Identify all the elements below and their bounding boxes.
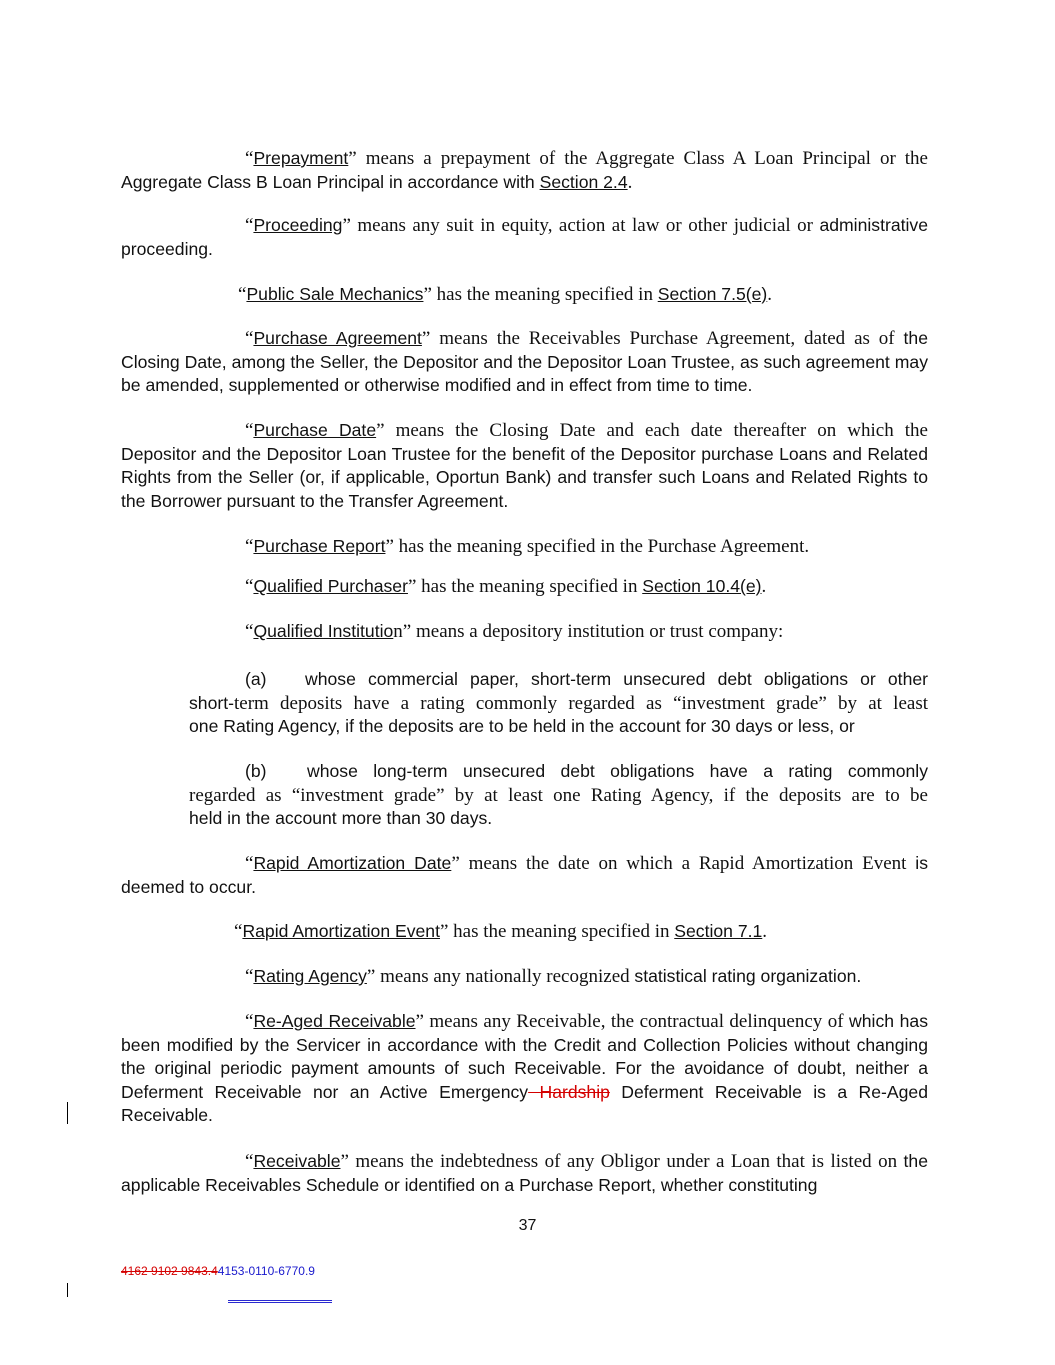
definition-text: the Closing Date, among the Seller, the Depositor and the Depositor Loan Trustee, as such agreement may be amended, supplemented or otherwise modified and in effect from time to time. xyxy=(121,328,928,395)
definition-text: ” means the Receivables Purchase Agreement, dated as of xyxy=(421,328,904,349)
subclause-text: whose commercial paper, short-term unsecured debt obligations or other xyxy=(305,669,928,689)
definition-text: ” means a prepayment of the Aggregate Class A Loan Principal or the xyxy=(348,148,928,169)
definition-text: ” means the date on which a Rapid Amortization Event xyxy=(451,853,916,874)
definition-text: is deemed to occur. xyxy=(121,853,928,897)
defined-term: Rating Agency xyxy=(253,966,367,986)
definition-text: which has been modified by the Servicer in accordance with the Credit and Collection Policies without changing the original periodic payment amounts of such Receivable. For the avoidance of doubt, neither a Deferment Receivable nor an Active Emergency xyxy=(121,1011,928,1102)
definition-qualified-institution xyxy=(245,620,783,644)
definition-text: administrative proceeding. xyxy=(121,215,928,259)
defined-term: Qualified Purchaser xyxy=(253,576,408,596)
defined-term: Purchase Report xyxy=(253,536,386,556)
subclause-text: term deposits have a rating commonly regarded as “investment grade” by at least xyxy=(233,692,928,714)
document-id-footer xyxy=(121,1264,315,1278)
definition-text: ” means the indebtedness of any Obligor under a Loan that is listed on xyxy=(340,1151,904,1172)
subclause-b xyxy=(189,760,928,831)
change-bar xyxy=(67,1283,68,1297)
subclause-text: one Rating Agency, if the deposits are to be held in the account for 30 days or less, or xyxy=(189,716,855,736)
open-quote: “ xyxy=(245,576,254,597)
open-quote: “ xyxy=(238,284,247,305)
punctuation: . xyxy=(627,171,633,193)
definition-receivable xyxy=(121,1150,928,1197)
open-quote: “ xyxy=(245,215,254,236)
open-quote: “ xyxy=(245,328,254,349)
definition-proceeding xyxy=(121,214,928,261)
punctuation: . xyxy=(762,921,768,942)
definition-text: n” means a depository institution or trust company: xyxy=(393,621,784,642)
definition-text: ” has the meaning specified in xyxy=(407,576,643,597)
defined-term: Re-Aged Receivable xyxy=(253,1011,416,1031)
definition-qualified-purchaser xyxy=(245,575,766,599)
definition-text: ” means any suit in equity, action at law or other judicial or xyxy=(342,215,820,236)
defined-term: Purchase Date xyxy=(253,420,377,440)
definition-text: Deferment Receivable is a Re-Aged Receivable. xyxy=(121,1081,928,1125)
defined-term: Qualified Institutio xyxy=(253,621,394,641)
defined-term: Purchase Agreement xyxy=(253,328,422,348)
open-quote: “ xyxy=(245,621,254,642)
open-quote: “ xyxy=(245,966,254,987)
subclause-line xyxy=(189,668,928,692)
footer-double-underline xyxy=(228,1300,332,1303)
deleted-document-id: 4162 9102 9843.4 xyxy=(121,1264,218,1278)
definition-text: ” means any Receivable, the contractual delinquency of xyxy=(415,1011,850,1032)
definition-prepayment xyxy=(121,147,928,194)
definition-text: the applicable Receivables Schedule or identified on a Purchase Report, whether constituting xyxy=(121,1151,928,1195)
defined-term: Prepayment xyxy=(253,148,349,168)
open-quote: “ xyxy=(245,536,254,557)
subclause-text: whose long-term unsecured debt obligations have a rating commonly xyxy=(307,761,928,781)
open-quote: “ xyxy=(245,420,254,441)
inserted-document-id: 4153-0110-6770.9 xyxy=(217,1264,315,1278)
definition-text: ” has the meaning specified in the Purchase Agreement. xyxy=(385,536,810,557)
definition-text: Depositor and the Depositor Loan Trustee for the benefit of the Depositor purchase Loans and Related Rights from the Seller (or, if applicable, Oportun Bank) and transfer such Loans and Related Rights to the Borrower pursuant to the Transfer Agreement. xyxy=(121,443,928,511)
definition-rapid-amortization-event xyxy=(234,920,767,944)
definition-rapid-amortization-date xyxy=(121,852,928,899)
punctuation: . xyxy=(767,284,773,305)
open-quote: “ xyxy=(245,853,254,874)
section-reference[interactable]: Section 7.5(e) xyxy=(657,284,768,304)
subclause-label: (a) xyxy=(245,669,267,689)
deleted-text: Hardship xyxy=(528,1081,610,1102)
section-reference[interactable]: Section 7.1 xyxy=(674,921,763,941)
subclause-text: held in the account more than 30 days. xyxy=(189,808,493,828)
definition-text: ” has the meaning specified in xyxy=(439,921,675,942)
definition-purchase-agreement xyxy=(121,327,928,398)
punctuation: . xyxy=(761,576,767,597)
defined-term: Public Sale Mechanics xyxy=(246,284,424,304)
definition-purchase-report xyxy=(245,535,809,559)
definition-text: ” means the Closing Date and each date thereafter on which the xyxy=(376,420,928,441)
open-quote: “ xyxy=(245,148,254,169)
defined-term: Rapid Amortization Date xyxy=(253,853,452,873)
page-number: 37 xyxy=(518,1217,537,1234)
section-reference[interactable]: Section 2.4 xyxy=(539,171,628,192)
change-bar xyxy=(67,1102,68,1124)
subclause-line xyxy=(189,692,928,716)
defined-term: Proceeding xyxy=(253,215,343,235)
definition-text: ” has the meaning specified in xyxy=(423,284,658,305)
open-quote: “ xyxy=(245,1011,254,1032)
definition-text: ” means any nationally recognized xyxy=(366,966,635,987)
section-reference[interactable]: Section 10.4(e) xyxy=(642,576,762,596)
definition-public-sale-mechanics xyxy=(238,283,772,307)
definition-rating-agency xyxy=(245,965,861,989)
definition-re-aged-receivable xyxy=(121,1010,928,1128)
definition-text: statistical rating organization. xyxy=(634,966,862,986)
subclause-text: regarded as “investment grade” by at least one Rating Agency, if the deposits are to be xyxy=(189,784,928,806)
defined-term: Rapid Amortization Event xyxy=(242,921,440,941)
definition-text: Aggregate Class B Loan Principal in accordance with xyxy=(121,171,540,192)
subclause-a xyxy=(189,668,928,739)
subclause-text: short- xyxy=(189,692,234,713)
subclause-label: (b) xyxy=(245,761,267,781)
open-quote: “ xyxy=(245,1151,254,1172)
definition-purchase-date xyxy=(121,419,928,513)
subclause-line xyxy=(189,760,928,784)
open-quote: “ xyxy=(234,921,243,942)
defined-term: Receivable xyxy=(253,1151,341,1171)
